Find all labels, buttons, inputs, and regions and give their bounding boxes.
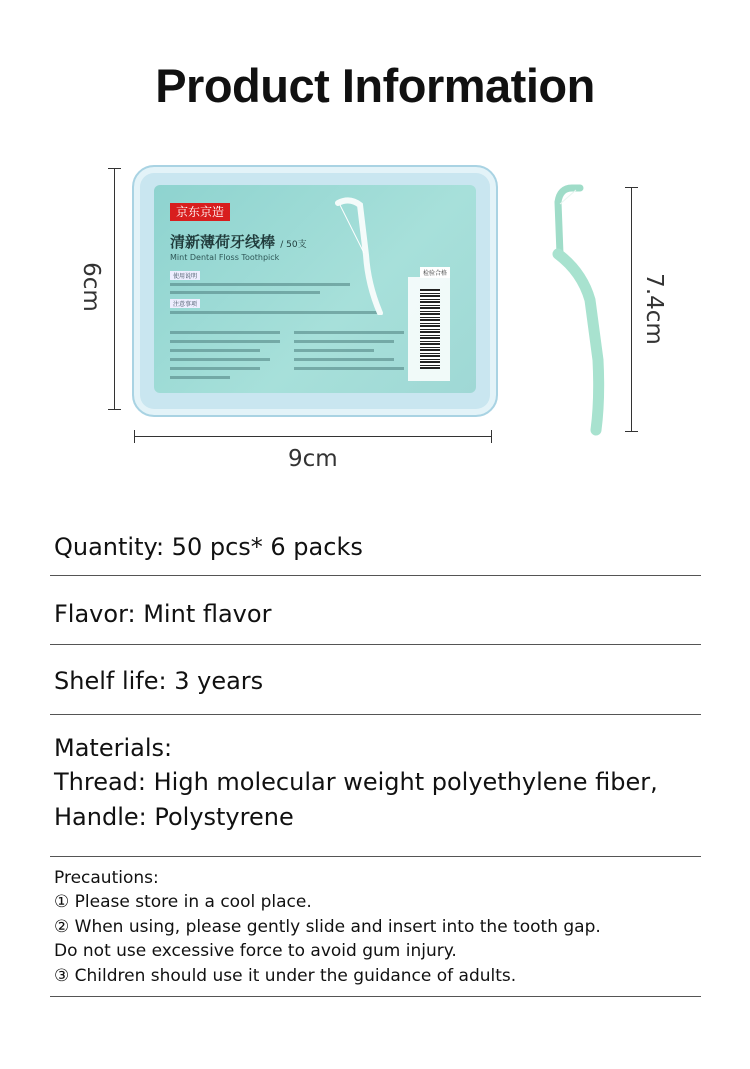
- package-floss-pick-illustration: [330, 195, 400, 315]
- height-dimension-line: [114, 168, 115, 410]
- package-label: [154, 185, 476, 393]
- spec-materials-title: Materials:: [54, 734, 173, 762]
- notice-tag: 注意事项: [170, 299, 200, 308]
- package-product-name: 清新薄荷牙线棒 / 50支: [170, 233, 307, 251]
- page-title: Product Information: [155, 59, 595, 112]
- package-text-line: [170, 367, 260, 370]
- package-text-line: [294, 340, 394, 343]
- divider: [50, 856, 701, 857]
- package-text-line: [294, 349, 374, 352]
- divider: [50, 644, 701, 645]
- pick-dimension-label: 7.4cm: [640, 273, 667, 345]
- floss-package-box: [132, 165, 498, 417]
- package-text-line: [170, 358, 270, 361]
- width-dimension-tick-right: [491, 430, 492, 443]
- package-text-line: [170, 340, 280, 343]
- spec-materials-thread: Thread: High molecular weight polyethylene fiber,: [54, 768, 658, 796]
- brand-logo: 京东京造: [170, 203, 230, 221]
- spec-shelf-life: Shelf life: 3 years: [54, 667, 264, 695]
- width-dimension-label: 9cm: [288, 446, 338, 472]
- package-text-line: [170, 331, 280, 334]
- pick-dimension-line: [631, 187, 632, 432]
- spec-materials-handle: Handle: Polystyrene: [54, 803, 294, 831]
- height-dimension-tick-bottom: [108, 409, 121, 410]
- barcode: [420, 289, 440, 369]
- spec-quantity: Quantity: 50 pcs* 6 packs: [54, 533, 363, 561]
- precaution-item-2: ② When using, please gently slide and insert into the tooth gap.: [54, 917, 601, 937]
- pick-dimension-tick-top: [625, 187, 638, 188]
- package-text-line: [170, 291, 320, 294]
- height-dimension-tick-top: [108, 168, 121, 169]
- package-text-line: [170, 283, 350, 286]
- usage-tag: 使用说明: [170, 271, 200, 280]
- pick-dimension-tick-bottom: [625, 431, 638, 432]
- divider: [50, 714, 701, 715]
- precaution-item-2-continued: Do not use excessive force to avoid gum injury.: [54, 941, 457, 961]
- precaution-item-1: ① Please store in a cool place.: [54, 892, 312, 912]
- width-dimension-line: [134, 436, 492, 437]
- precautions-title: Precautions:: [54, 868, 159, 888]
- divider: [50, 996, 701, 997]
- package-text-line: [294, 367, 404, 370]
- floss-pick: [546, 180, 616, 440]
- package-text-line: [294, 331, 404, 334]
- divider: [50, 575, 701, 576]
- height-dimension-label: 6cm: [77, 262, 104, 312]
- width-dimension-tick-left: [134, 430, 135, 443]
- package-text-line: [170, 376, 230, 379]
- package-text-line: [294, 358, 394, 361]
- qc-label: 检验合格: [420, 267, 450, 278]
- spec-flavor: Flavor: Mint flavor: [54, 600, 272, 628]
- package-text-line: [170, 349, 260, 352]
- precaution-item-3: ③ Children should use it under the guidance of adults.: [54, 966, 517, 986]
- package-product-name-en: Mint Dental Floss Toothpick: [170, 253, 280, 262]
